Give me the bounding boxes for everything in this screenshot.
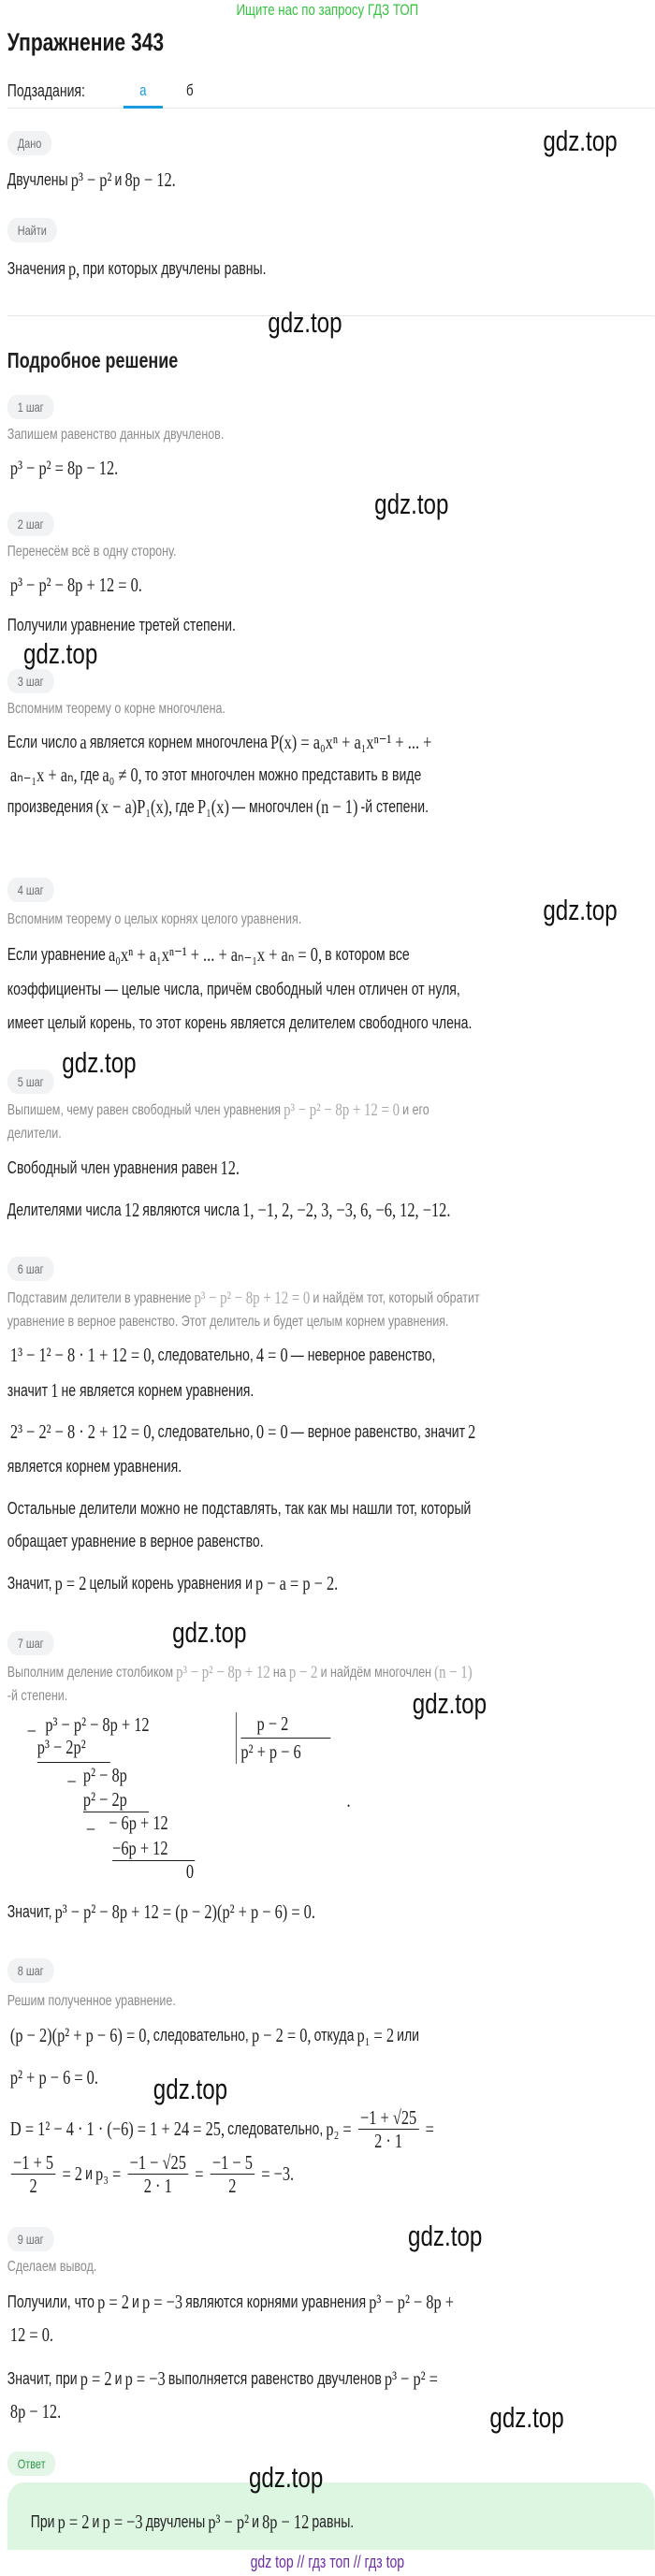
math-expression: p = 2: [97, 2291, 129, 2313]
step-text: [7, 2401, 65, 2422]
text-fragment: выполняется равенство двучленов: [167, 2369, 382, 2388]
watermark: gdz.top: [172, 1616, 247, 1649]
minus-sign: _: [27, 1711, 36, 1734]
step-badge: 7 шаг: [7, 1631, 54, 1655]
step-text: [7, 2150, 297, 2197]
text-fragment: Свободный член уравнения равен: [7, 1158, 218, 1177]
text-fragment: Если уравнение: [7, 945, 106, 964]
text-fragment: следовательно,: [157, 1422, 254, 1441]
text-fragment: произведения: [7, 797, 94, 816]
step-badge: 8 шаг: [7, 1958, 54, 1983]
text-fragment: и его: [402, 1102, 429, 1118]
fraction: [11, 2151, 56, 2197]
step-text: [7, 2025, 419, 2045]
text-fragment: двучлены: [145, 2512, 206, 2531]
math-expression: p³ − p²: [208, 2511, 249, 2533]
text-fragment: или: [397, 2026, 420, 2045]
step-badge: 3 шаг: [7, 669, 54, 693]
watermark: gdz.top: [248, 2461, 324, 2494]
step-badge: 9 шаг: [7, 2227, 54, 2251]
minus-sign: _: [67, 1762, 76, 1784]
math-expression: p³ − p² − 8p + 12 = (p − 2)(p² + p − 6) = 0.: [54, 1900, 315, 1923]
text-fragment: Если число: [7, 733, 78, 751]
division-line: [112, 1860, 195, 1861]
text-fragment: и: [114, 2369, 123, 2388]
step-text: [7, 458, 122, 478]
math-expression: (n − 1): [315, 795, 358, 818]
remainder: − 6p + 12: [109, 1812, 168, 1834]
watermark: gdz.top: [374, 488, 449, 520]
text-fragment: в котором все: [325, 945, 410, 964]
text-fragment: обращает уравнение в верное равенство.: [7, 1532, 264, 1550]
step-text: [7, 1531, 264, 1551]
tab-subtask-a[interactable]: а: [139, 81, 147, 99]
step-text: [7, 2324, 56, 2345]
math-expression: p = −3: [102, 2511, 143, 2533]
step-badge: 5 шаг: [7, 1070, 54, 1094]
watermark: gdz.top: [412, 1687, 488, 1720]
step-hint: [7, 1686, 67, 1707]
text-fragment: равны.: [312, 2512, 355, 2531]
step-text: [7, 796, 429, 817]
math-expression: p³ − p² = 8p − 12.: [9, 457, 119, 479]
fraction: [211, 2151, 255, 2197]
text-fragment: значит: [7, 1381, 49, 1400]
step-hint: [7, 910, 301, 930]
text-fragment: на: [272, 1665, 286, 1681]
minus-sign: _: [86, 1810, 95, 1832]
step-text: [7, 615, 236, 635]
step-text: [7, 1498, 472, 1519]
text-fragment: при которых двучлены равны.: [82, 259, 267, 278]
dividend: p³ − p² − 8p + 12: [45, 1713, 150, 1736]
division-bar: [236, 1712, 237, 1764]
step-text: [7, 732, 435, 752]
step-text: [7, 1573, 342, 1594]
step-text: [7, 1421, 479, 1442]
step-text: [7, 1012, 473, 1033]
step-badge: 1 шаг: [7, 395, 54, 419]
search-banner: Ищите нас по запросу ГДЗ ТОП: [236, 1, 419, 19]
text-fragment: — верное равенство, значит: [290, 1422, 466, 1441]
math-expression: p = 2: [80, 2367, 112, 2390]
step-text: [7, 575, 145, 595]
step-text: [7, 1380, 254, 1401]
math-expression: p³ − p²: [70, 168, 112, 191]
tabs-divider: [7, 108, 655, 109]
text-fragment: -й степени.: [360, 797, 429, 816]
text-fragment: — неверное равенство,: [290, 1346, 436, 1364]
text-fragment: Значит,: [7, 1902, 52, 1921]
solution-heading: Подробное решение: [7, 348, 179, 372]
step-text: [7, 1157, 242, 1178]
step-text: [7, 2067, 101, 2088]
text-fragment: следовательно,: [157, 1346, 254, 1364]
math-expression: D = 1² − 4 · 1 · (−6) = 1 + 24 = 25,: [9, 2118, 226, 2140]
text-fragment: следовательно,: [153, 2026, 249, 2045]
math-expression: 8p − 12.: [124, 168, 176, 191]
math-expression: =: [195, 2162, 204, 2185]
text-fragment: Значит, при: [7, 2369, 78, 2388]
math-expression: 4 = 0: [255, 1344, 288, 1366]
math-expression: p³ − p² − 8p + 12 = 0: [194, 1288, 311, 1308]
math-expression: p³ − p² − 8p +: [369, 2291, 455, 2313]
step-hint: [7, 699, 226, 720]
fraction: [358, 2106, 419, 2152]
watermark: gdz.top: [22, 637, 98, 670]
text-fragment: где: [80, 765, 100, 784]
math-expression: p − 2 = 0,: [251, 2024, 312, 2046]
quotient: p² + p − 6: [240, 1740, 301, 1763]
math-expression: (p − 2)(p² + p − 6) = 0,: [9, 2024, 151, 2046]
text-fragment: целый корень уравнения и: [89, 1574, 253, 1593]
math-expression: p³ − p² − 8p + 12 = 0.: [9, 574, 142, 596]
math-expression: a: [80, 731, 87, 753]
text-fragment: Получили, что: [7, 2292, 95, 2311]
text-fragment: и: [92, 2512, 100, 2531]
math-expression: p − 2: [288, 1663, 318, 1682]
math-expression: a₀ ≠ 0,: [102, 764, 142, 786]
text-fragment: Выпишем, чему равен свободный член уравнения: [7, 1102, 282, 1118]
text-fragment: и: [85, 2164, 93, 2183]
numerator: −1 + 5: [11, 2151, 56, 2175]
given-text: [7, 169, 179, 190]
step-hint: [7, 1991, 176, 2012]
fraction: [127, 2151, 188, 2197]
text-fragment: При: [30, 2512, 55, 2531]
watermark: gdz.top: [543, 124, 618, 157]
page-title: Упражнение 343: [7, 28, 165, 56]
text-fragment: и: [252, 2512, 259, 2531]
text-fragment: и: [132, 2292, 139, 2311]
text-fragment: Подставим делители в уравнение: [7, 1290, 192, 1306]
text-fragment: Перенесём всё в одну сторону.: [7, 544, 177, 560]
tab-subtask-b[interactable]: б: [185, 81, 194, 99]
text-fragment: имеет целый корень, то этот корень является делителем свободного члена.: [7, 1013, 473, 1032]
text-fragment: откуда: [313, 2026, 355, 2045]
text-fragment: Остальные делители можно не подставлять, так как мы нашли тот, который: [7, 1499, 472, 1518]
watermark: gdz.top: [489, 2401, 564, 2434]
subtasks-label: Подзадания:: [7, 81, 85, 100]
math-expression: p³ − p² − 8p + 12: [176, 1663, 270, 1682]
text-fragment: Выполним деление столбиком: [7, 1665, 174, 1681]
step-text: [7, 1456, 182, 1477]
final-remainder: 0: [185, 1860, 195, 1883]
step-text: [7, 979, 460, 999]
step-badge: 2 шаг: [7, 512, 54, 536]
denominator: 2 · 1: [143, 2174, 172, 2197]
math-expression: (x − a)P₁(x),: [95, 795, 173, 818]
remainder: p² − 8p: [82, 1764, 127, 1786]
math-expression: (n − 1): [434, 1663, 473, 1682]
math-expression: p₂ =: [326, 2118, 352, 2140]
step-text: [7, 1200, 454, 1220]
text-fragment: коэффициенты — целые числа, причём свободный член отличен от нуля,: [7, 980, 460, 998]
step-text: [7, 764, 422, 785]
text-fragment: и найдём тот, который обратит: [313, 1290, 480, 1306]
subtrahend: p³ − 2p²: [36, 1736, 86, 1758]
step-text: [7, 2105, 437, 2152]
step-hint: [7, 1100, 429, 1121]
watermark: gdz.top: [408, 2219, 483, 2252]
text-fragment: где: [175, 797, 195, 816]
subtrahend: −6p + 12: [112, 1837, 168, 1859]
math-expression: 1, −1, 2, −2, 3, −3, 6, −6, 12, −12.: [242, 1199, 451, 1221]
math-expression: =: [425, 2118, 434, 2140]
text-fragment: Запишем равенство данных двучленов.: [7, 427, 225, 443]
step-text: [7, 2368, 441, 2389]
math-expression: aₙ₋₁x + aₙ,: [9, 764, 78, 786]
math-expression: p = 2: [57, 2511, 90, 2533]
denominator: 2: [29, 2174, 37, 2197]
text-fragment: Получили уравнение третей степени.: [7, 616, 236, 634]
footer-links[interactable]: gdz top // гдз топ // гдз top: [250, 2553, 405, 2571]
math-expression: p₃ =: [95, 2162, 122, 2185]
math-expression: p³ − p² − 8p + 12 = 0: [284, 1100, 400, 1120]
step-text: [7, 1901, 318, 1922]
dot: .: [346, 1789, 351, 1812]
divisor: p − 2: [256, 1712, 289, 1735]
text-fragment: делители.: [7, 1126, 62, 1142]
text-fragment: не является корнем уравнения.: [61, 1381, 255, 1400]
step-hint: [7, 1288, 480, 1309]
step-text: [7, 2292, 457, 2312]
math-expression: 8p − 12: [262, 2511, 310, 2533]
math-expression: P₁(x): [196, 795, 229, 818]
text-fragment: Вспомним теорему о целых корнях целого уравнения.: [7, 911, 302, 927]
math-expression: 2³ − 2² − 8 · 2 + 12 = 0,: [9, 1420, 155, 1443]
math-expression: 8p − 12.: [9, 2400, 62, 2423]
step-hint: [7, 542, 177, 562]
text-fragment: Вспомним теорему о корне многочлена.: [7, 701, 226, 717]
math-expression: 12: [124, 1199, 140, 1221]
step-hint: [7, 2257, 97, 2278]
step-text: [7, 944, 410, 965]
watermark: gdz.top: [153, 2073, 228, 2105]
math-expression: a₀xⁿ + a₁xⁿ⁻¹ + ... + aₙ₋₁x + aₙ = 0,: [108, 943, 323, 966]
numerator: −1 − 5: [211, 2151, 255, 2175]
text-fragment: Двучлены: [7, 170, 68, 189]
divisor-line: [240, 1738, 330, 1739]
text-fragment: являются корнями уравнения: [185, 2292, 367, 2311]
denominator: 2: [228, 2174, 237, 2197]
text-fragment: является корнем многочлена: [89, 733, 268, 751]
step-text: [7, 1345, 436, 1365]
math-expression: = 2: [62, 2162, 82, 2185]
text-fragment: -й степени.: [7, 1688, 68, 1704]
watermark: gdz.top: [543, 894, 618, 926]
math-expression: 0 = 0: [255, 1420, 288, 1443]
math-expression: p² + p − 6 = 0.: [9, 2066, 98, 2088]
math-expression: p₁ = 2: [357, 2024, 395, 2046]
text-fragment: Значения: [7, 259, 66, 278]
answer-badge: Ответ: [7, 2452, 56, 2476]
math-expression: p − a = p − 2.: [255, 1572, 339, 1594]
watermark: gdz.top: [62, 1046, 137, 1079]
find-text: [7, 258, 267, 279]
step-hint: [7, 1663, 475, 1683]
find-badge: Найти: [7, 218, 57, 242]
active-tab-indicator: [124, 106, 163, 109]
math-expression: p = −3: [142, 2291, 183, 2313]
math-expression: 1: [51, 1379, 59, 1402]
math-expression: P(x) = a₀xⁿ + a₁xⁿ⁻¹ + ... +: [270, 731, 432, 753]
math-expression: 12.: [220, 1157, 240, 1179]
step-hint: [7, 425, 224, 445]
text-fragment: и найдём многочлен: [320, 1665, 432, 1681]
text-fragment: уравнение в верное равенство. Этот делитель и будет целым корнем уравнения.: [7, 1314, 449, 1330]
text-fragment: являются числа: [142, 1201, 240, 1219]
text-fragment: следовательно,: [227, 2119, 324, 2138]
math-expression: 2: [468, 1420, 476, 1443]
text-fragment: то этот многочлен можно представить в виде: [144, 765, 422, 784]
text-fragment: Сделаем вывод.: [7, 2259, 97, 2275]
text-fragment: Делителями числа: [7, 1201, 122, 1219]
given-badge: Дано: [7, 131, 51, 155]
step-badge: 6 шаг: [7, 1257, 54, 1281]
text-fragment: является корнем уравнения.: [7, 1457, 182, 1476]
text-fragment: — многочлен: [232, 797, 313, 816]
math-expression: p = −3: [124, 2367, 166, 2390]
subtrahend: p² − 2p: [82, 1788, 127, 1811]
denominator: 2 · 1: [374, 2129, 403, 2152]
math-expression: = −3.: [261, 2162, 295, 2185]
numerator: −1 + √25: [358, 2106, 419, 2130]
math-expression: 1³ − 1² − 8 · 1 + 12 = 0,: [9, 1344, 155, 1366]
step-hint: [7, 1124, 62, 1144]
math-expression: p = 2: [54, 1572, 87, 1594]
numerator: −1 − √25: [127, 2151, 188, 2175]
math-expression: p,: [67, 257, 80, 280]
text-fragment: Решим полученное уравнение.: [7, 1993, 176, 2009]
answer-text: [31, 2511, 354, 2532]
step-hint: [7, 1312, 449, 1332]
watermark: gdz.top: [268, 306, 342, 339]
step-badge: 4 шаг: [7, 878, 54, 902]
math-expression: 12 = 0.: [9, 2323, 54, 2346]
text-fragment: и: [114, 170, 123, 189]
text-fragment: Значит,: [7, 1574, 52, 1593]
math-expression: p³ − p² =: [384, 2367, 438, 2390]
